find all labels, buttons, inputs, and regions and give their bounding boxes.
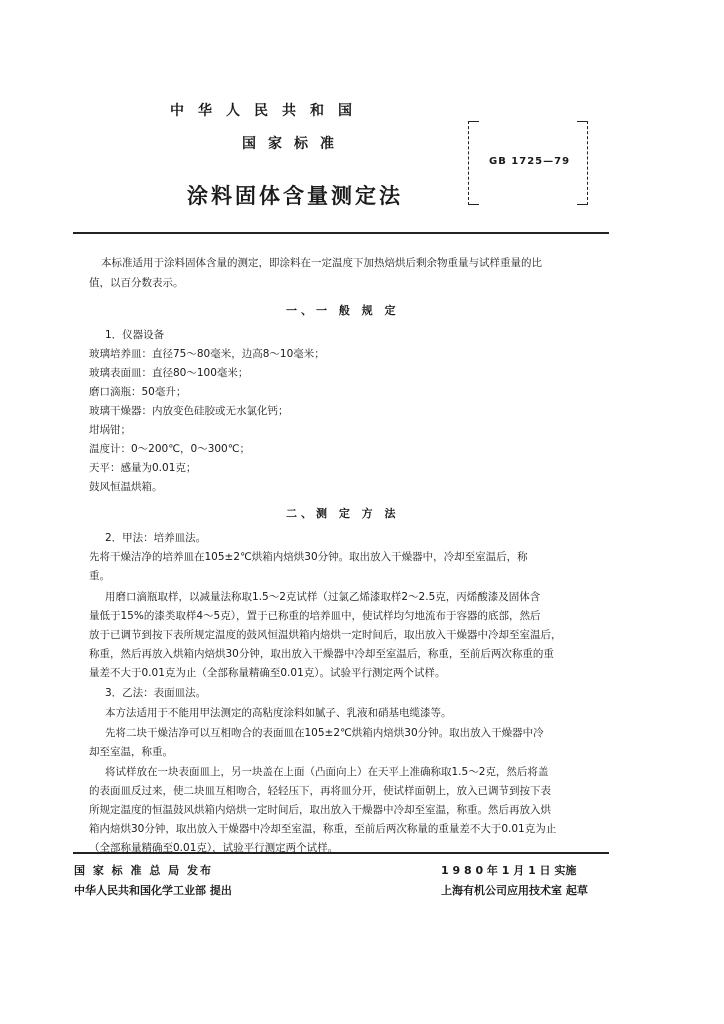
drafter: 上海有机公司应用技术室 起草 xyxy=(441,884,588,897)
equipment-item: 玻璃表面皿：直径80～100毫米； xyxy=(89,367,249,379)
equipment-item: 鼓风恒温烘箱。 xyxy=(89,481,163,493)
footer-divider xyxy=(73,852,609,854)
standard-code: GB 1725—79 xyxy=(489,156,571,167)
standard-code-box xyxy=(468,121,588,205)
intro-line-1: 本标准适用于涂料固体含量的测定，即涂料在一定温度下加热焙烘后剩余物重量与试样重量的比 xyxy=(101,257,542,269)
effective-date: 1 9 8 0 年 1 月 1 日 实施 xyxy=(441,864,577,877)
method-a-line: 用磨口滴瓶取样，以减量法称取1.5～2克试样（过氯乙烯漆取样2～2.5克，丙烯酸漆及固体含 xyxy=(105,591,541,603)
section-2-heading: 二、测 定 方 法 xyxy=(286,507,400,520)
intro-line-2: 值，以百分数表示。 xyxy=(89,277,184,289)
proposer: 中华人民共和国化学工业部 提出 xyxy=(74,884,232,897)
equipment-item: 天平：感量为0.01克； xyxy=(89,462,197,474)
method-b-line: 箱内焙烘30分钟，取出放入干燥器中冷却至室温，称重，至前后两次称量的重量差不大于0.01克为止 xyxy=(89,823,557,835)
document-title: 涂料固体含量测定法 xyxy=(187,184,403,208)
method-b-line: 将试样放在一块表面皿上，另一块盖在上面（凸面向上）在天平上准确称取1.5～2克，然后将盖 xyxy=(105,766,549,778)
method-b-title: 3．乙法：表面皿法。 xyxy=(105,687,207,699)
equipment-item: 玻璃干燥器：内放变色硅胶或无水氯化钙； xyxy=(89,405,289,417)
equipment-item: 坩埚钳； xyxy=(89,424,131,436)
equipment-item: 磨口滴瓶：50毫升； xyxy=(89,386,187,398)
method-a-line: 称重，然后再放入烘箱内焙烘30分钟，取出放入干燥器中冷却至室温后，称重，至前后两次称重的重 xyxy=(89,648,554,660)
method-b-line: 的表面皿反过来，使二块皿互相吻合，轻轻压下，再将皿分开，使试样面朝上，放入已调节到按下表 xyxy=(89,785,551,797)
equipment-item: 温度计：0～200℃，0～300℃； xyxy=(89,443,251,455)
issuer: 国 家 标 准 总 局 发布 xyxy=(74,864,213,877)
method-b-line: 先将二块干燥洁净可以互相吻合的表面皿在105±2℃烘箱内焙烘30分钟。取出放入干燥器中冷 xyxy=(105,727,544,739)
method-a-title: 2．甲法：培养皿法。 xyxy=(105,532,207,544)
method-b-line: 却至室温，称重。 xyxy=(89,746,173,758)
header-divider xyxy=(73,232,609,234)
method-a-line: 量差不大于0.01克为止（全部称量精确至0.01克）。试验平行测定两个试样。 xyxy=(89,667,446,679)
item-title: 1．仪器设备 xyxy=(105,329,165,341)
section-1-heading: 一、一 般 规 定 xyxy=(286,304,400,317)
method-b-line: 本方法适用于不能用甲法测定的高粘度涂料如腻子、乳液和硝基电缆漆等。 xyxy=(105,707,452,719)
method-a-line: 放于已调节到按下表所规定温度的鼓风恒温烘箱内焙烘一定时间后，取出放入干燥器中冷却至室温后， xyxy=(89,629,562,641)
standard-type: 国家标准 xyxy=(242,136,346,152)
method-a-line: 重。 xyxy=(89,570,110,582)
method-a-line: 先将干燥洁净的培养皿在105±2℃烘箱内焙烘30分钟。取出放入干燥器中，冷却至室温后，称 xyxy=(89,551,528,563)
method-b-line: （全部称量精确至0.01克），试验平行测定两个试样。 xyxy=(89,842,339,854)
method-a-line: 量低于15%的漆类取样4～5克），置于已称重的培养皿中，使试样均匀地流布于容器的底部，然后 xyxy=(89,610,541,622)
method-b-line: 所规定温度的恒温鼓风烘箱内焙烘一定时间后，取出放入干燥器中冷却至室温，称重。然后再放入烘 xyxy=(89,804,551,816)
country-name: 中华人民共和国 xyxy=(170,103,366,119)
equipment-item: 玻璃培养皿：直径75～80毫米，边高8～10毫米； xyxy=(89,348,325,360)
